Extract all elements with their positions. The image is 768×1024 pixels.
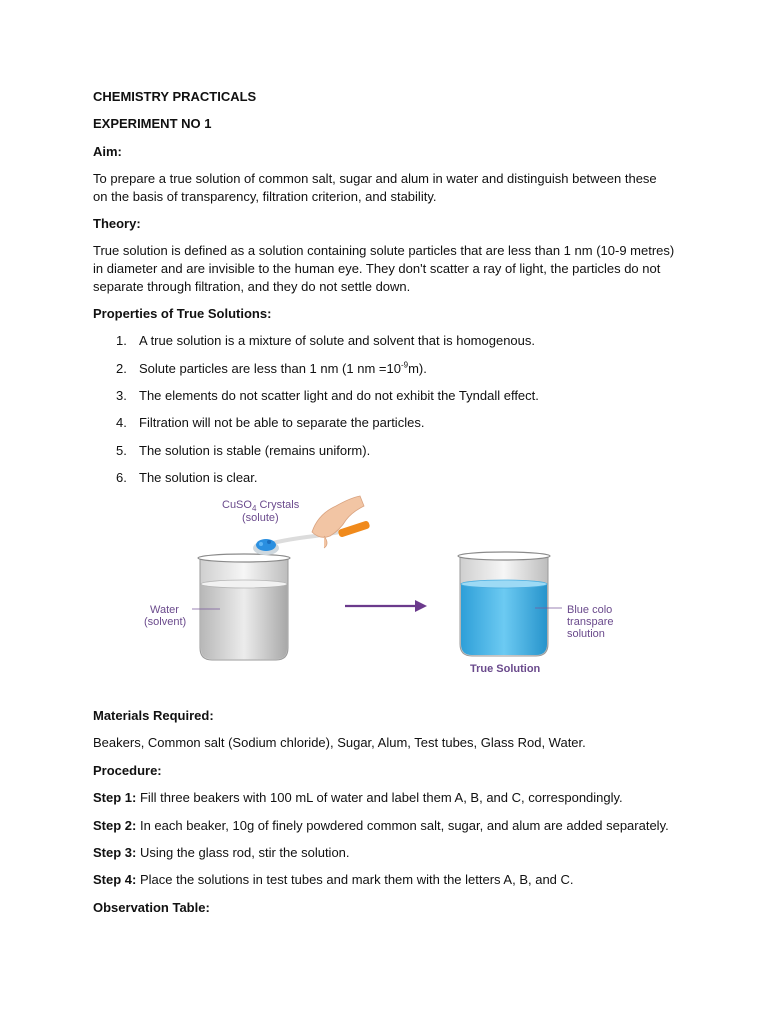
hand-icon (312, 496, 364, 548)
list-number: 6. (116, 470, 127, 485)
step-text: Fill three beakers with 100 mL of water and label them A, B, and C, correspondingly. (139, 790, 623, 805)
aim-heading: Aim: (93, 144, 122, 159)
theory-text-line-3: separate through filtration, and they do not settle down. (93, 279, 411, 294)
theory-heading: Theory: (93, 216, 141, 231)
doc-title: CHEMISTRY PRACTICALS (93, 89, 257, 104)
list-text: A true solution is a mixture of solute and solvent that is homogenous. (139, 333, 536, 348)
aim-text-line-1: To prepare a true solution of common salt, sugar and alum in water and distinguish between these (93, 171, 657, 186)
experiment-number: EXPERIMENT NO 1 (93, 116, 212, 131)
list-item (116, 360, 427, 378)
step-label: Step 1: (93, 790, 137, 805)
procedure-heading: Procedure: (93, 763, 162, 778)
list-number: 3. (116, 388, 127, 403)
blue-label-line-3: solution (567, 628, 605, 640)
procedure-step (93, 844, 683, 862)
procedure-step (93, 789, 683, 807)
step-label: Step 3: (93, 845, 137, 860)
list-number: 4. (116, 415, 127, 430)
step-label: Step 4: (93, 872, 137, 887)
list-text: Filtration will not be able to separate the particles. (139, 415, 425, 430)
list-number: 2. (116, 361, 127, 376)
step-label: Step 2: (93, 818, 137, 833)
solute-label: (solute) (242, 512, 279, 524)
procedure-step (93, 871, 683, 889)
procedure-step (93, 817, 683, 835)
aim-text-line-2: on the basis of transparency, filtration criterion, and stability. (93, 189, 437, 204)
observation-heading: Observation Table: (93, 900, 210, 915)
spoon-icon (253, 520, 370, 555)
water-label: Water (150, 604, 179, 616)
list-item (116, 442, 370, 460)
theory-text-line-1: True solution is defined as a solution containing solute particles that are less than 1 nm (10-9 metres) (93, 243, 675, 258)
step-text: Using the glass rod, stir the solution. (139, 845, 350, 860)
materials-heading: Materials Required: (93, 708, 214, 723)
exponent: -9 (400, 360, 409, 370)
list-item (116, 414, 424, 432)
water-beaker (198, 554, 290, 660)
properties-heading: Properties of True Solutions: (93, 306, 272, 321)
list-item (116, 332, 535, 350)
list-number: 5. (116, 443, 127, 458)
step-text: In each beaker, 10g of finely powdered common salt, sugar, and alum are added separately. (139, 818, 669, 833)
materials-text: Beakers, Common salt (Sodium chloride), Sugar, Alum, Test tubes, Glass Rod, Water. (93, 735, 586, 750)
step-text: Place the solutions in test tubes and mark them with the letters A, B, and C. (139, 872, 574, 887)
list-text: The solution is clear. (139, 470, 258, 485)
crystals-label: CuSO$_4$ Crystals (222, 499, 300, 513)
list-number: 1. (116, 333, 127, 348)
list-text: The solution is stable (remains uniform). (139, 443, 371, 458)
list-item (116, 387, 539, 405)
blue-label-line-2: transpare (567, 616, 614, 628)
solvent-label: (solvent) (144, 616, 187, 628)
true-solution-figure (140, 492, 620, 682)
blue-label-line-1: Blue colo (567, 604, 613, 616)
list-text: The elements do not scatter light and do not exhibit the Tyndall effect. (139, 388, 539, 403)
list-item (116, 469, 258, 487)
list-text: Solute particles are less than 1 nm (1 nm =10 (139, 361, 401, 376)
list-text: m). (408, 361, 427, 376)
blue-solution-beaker (458, 552, 550, 656)
true-solution-caption: True Solution (470, 663, 541, 675)
theory-text-line-2: in diameter and are invisible to the human eye. They don't scatter a ray of light, the particles do not (93, 261, 661, 276)
arrow-right-icon (345, 600, 427, 612)
